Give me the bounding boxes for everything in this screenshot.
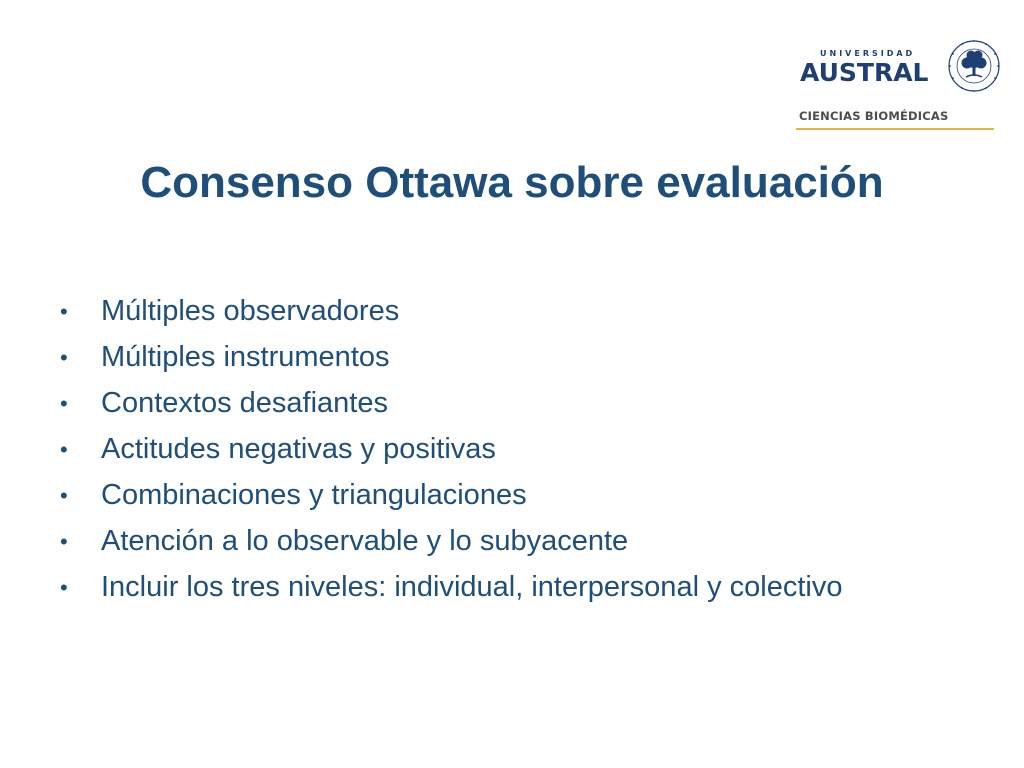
- university-logo: [796, 30, 1008, 134]
- tree-seal-icon: [946, 30, 1002, 102]
- bullet-text: Múltiples instrumentos: [101, 341, 390, 373]
- bullet-dot-icon: •: [60, 529, 68, 554]
- slide-title: Consenso Ottawa sobre evaluación: [140, 158, 884, 207]
- bullet-item: [60, 342, 940, 373]
- bullet-text: Actitudes negativas y positivas: [101, 433, 496, 465]
- bullet-dot-icon: •: [60, 437, 68, 462]
- bullet-dot-icon: •: [60, 575, 68, 600]
- logo-gold-divider: [796, 128, 994, 130]
- logo-universidad-text: UNIVERSIDAD: [820, 49, 916, 58]
- bullet-dot-icon: •: [60, 299, 68, 324]
- bullet-text: Contextos desafiantes: [101, 387, 388, 419]
- bullet-text: Atención a lo observable y lo subyacente: [101, 525, 629, 557]
- bullet-item: [60, 572, 940, 603]
- bullet-item: [60, 388, 940, 419]
- bullet-list: [60, 296, 940, 618]
- bullet-item: [60, 296, 940, 327]
- bullet-text: Incluir los tres niveles: individual, interpersonal y colectivo: [101, 571, 843, 603]
- bullet-item: [60, 526, 940, 557]
- logo-ciencias-biomedicas-text: CIENCIAS BIOMÉDICAS: [799, 109, 949, 123]
- logo-austral-text: AUSTRAL: [800, 58, 929, 87]
- bullet-text: Combinaciones y triangulaciones: [101, 479, 527, 511]
- bullet-dot-icon: •: [60, 345, 68, 370]
- bullet-item: [60, 480, 940, 511]
- bullet-text: Múltiples observadores: [101, 295, 400, 327]
- bullet-item: [60, 434, 940, 465]
- bullet-dot-icon: •: [60, 483, 68, 508]
- bullet-dot-icon: •: [60, 391, 68, 416]
